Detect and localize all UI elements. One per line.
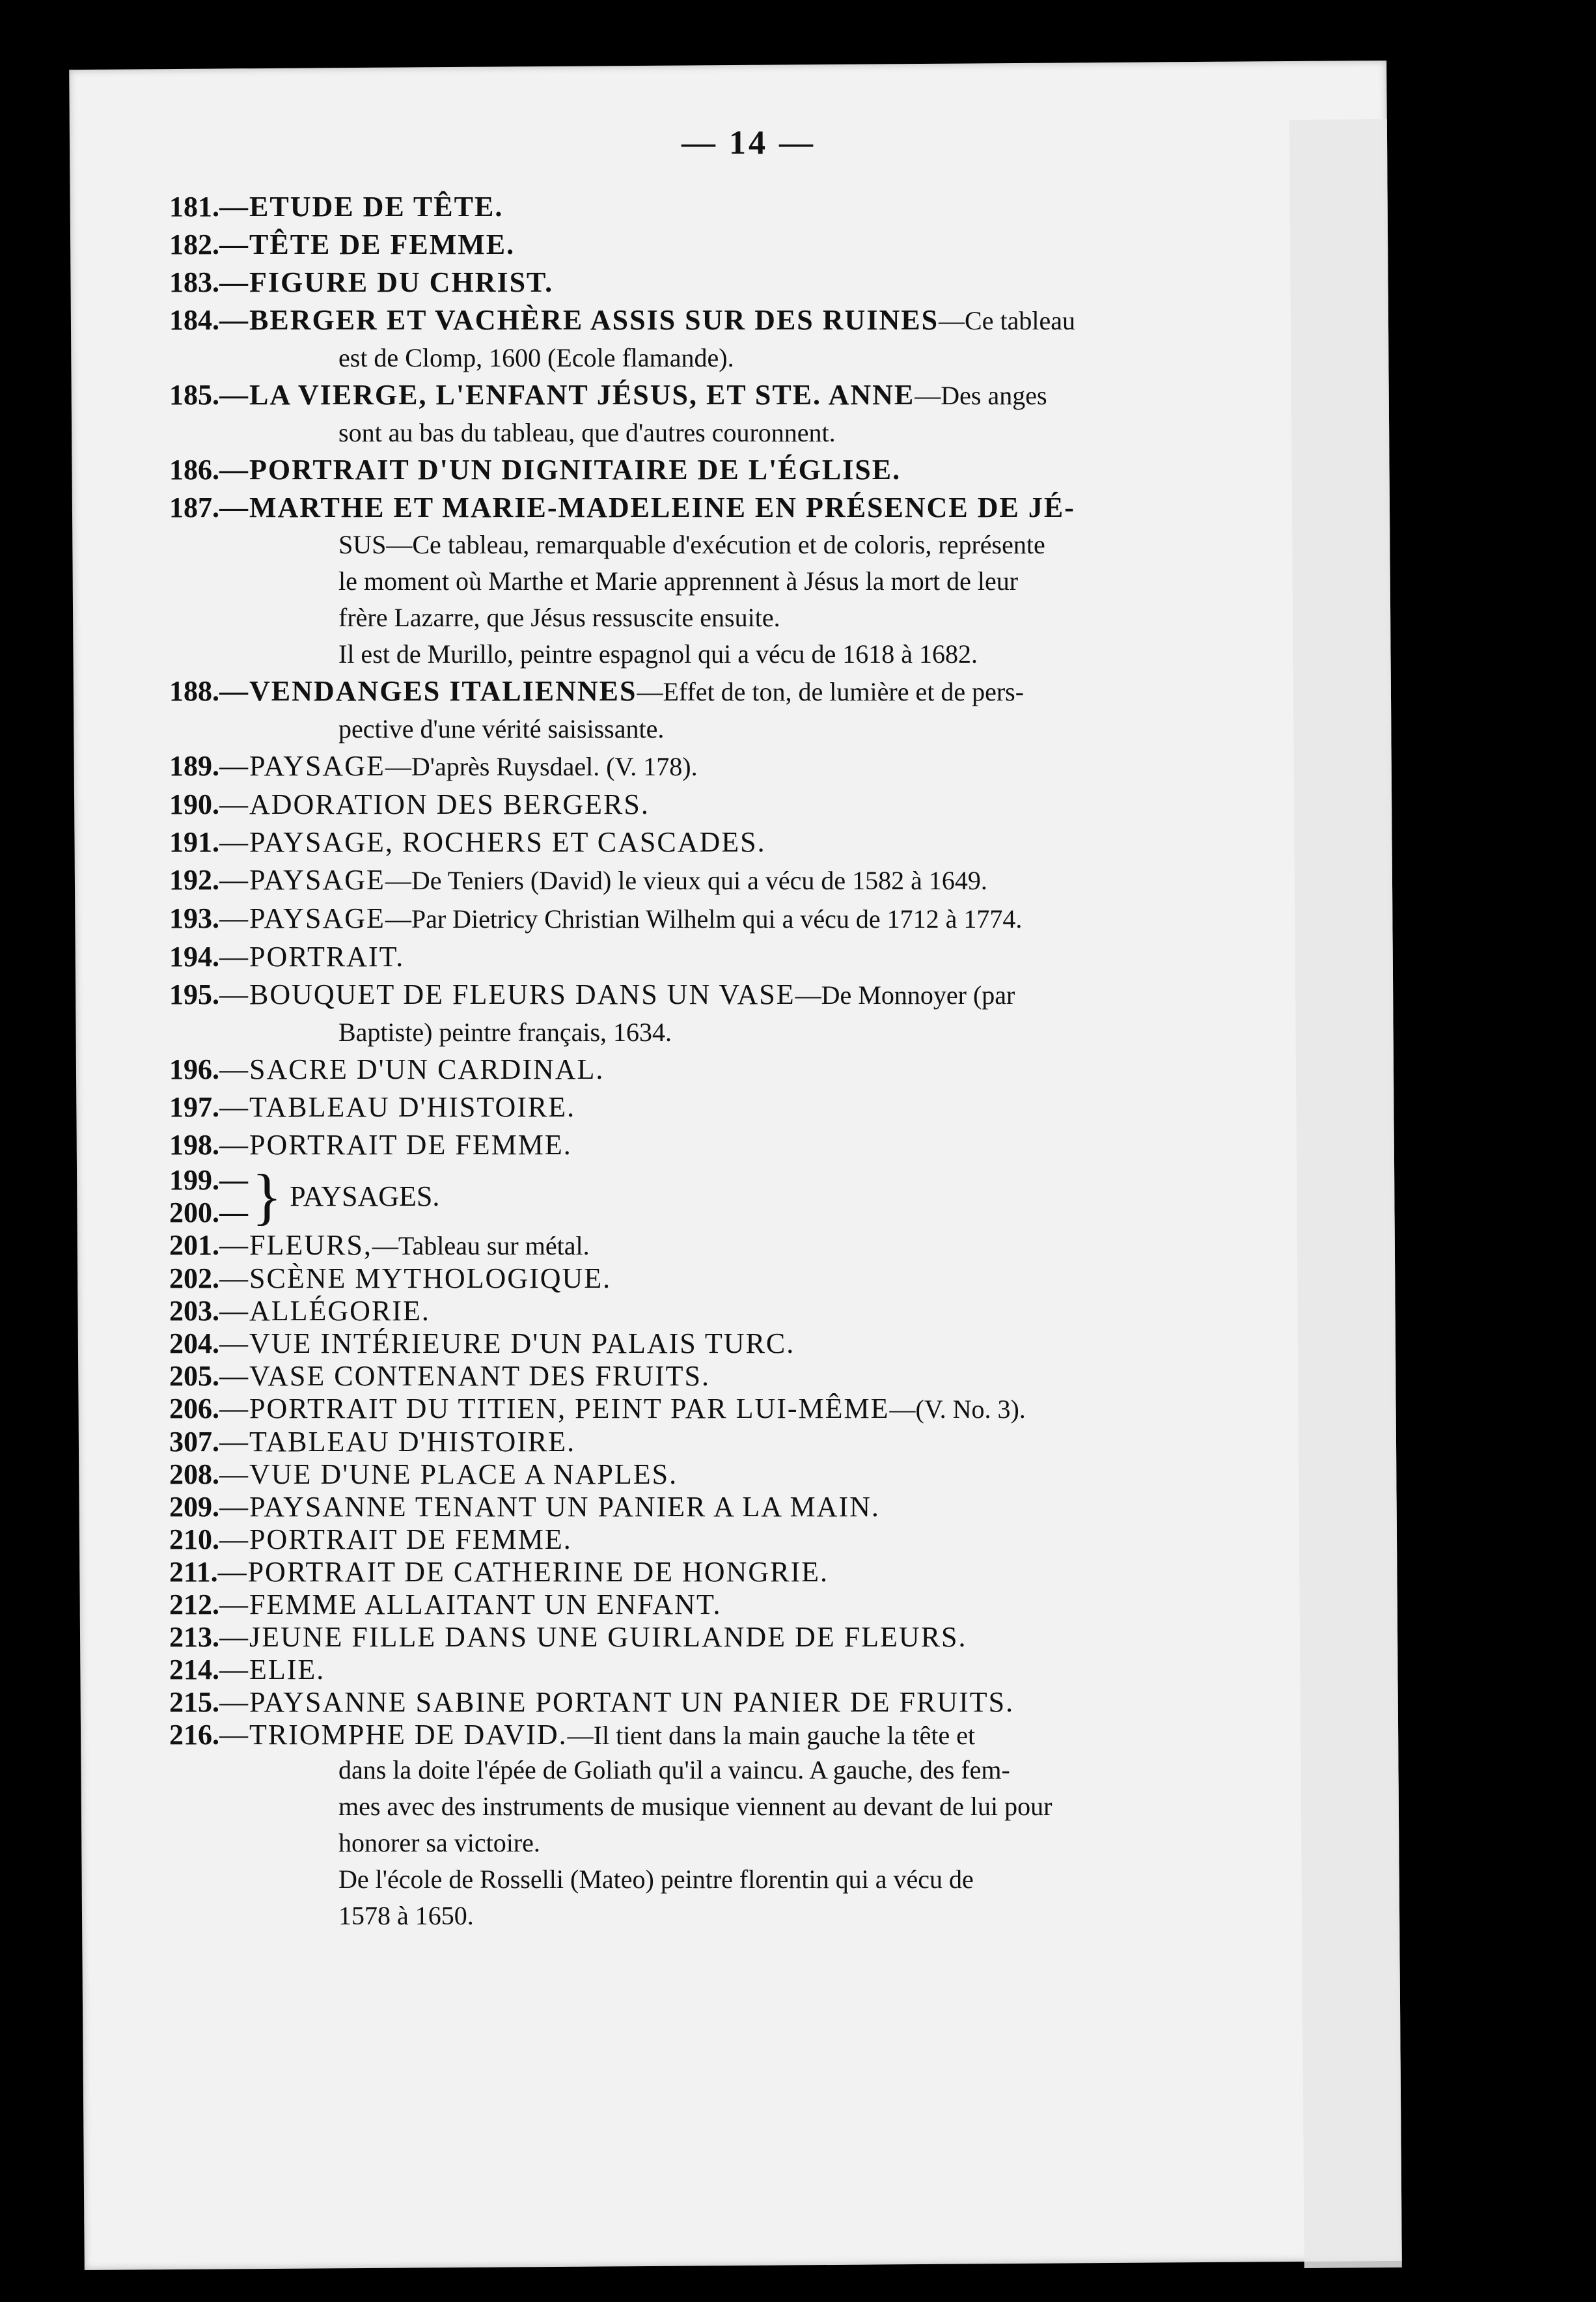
entry-title: —VUE D'UNE PLACE A NAPLES. — [219, 1458, 678, 1490]
entry-number: 215. — [169, 1686, 219, 1718]
entry-number: 191. — [169, 826, 219, 858]
entry-continuation: frère Lazarre, que Jésus ressuscite ensuite. — [338, 603, 780, 632]
entry-title: —FLEURS, — [219, 1229, 372, 1261]
entry-title: —BERGER ET VACHÈRE ASSIS SUR DES RUINES — [219, 304, 939, 336]
entry-title: —PAYSAGE — [219, 902, 385, 934]
entry-number: 197. — [169, 1091, 219, 1123]
grouped-entry — [169, 1161, 1328, 1231]
entry-number: 200.— — [169, 1197, 248, 1228]
entry-title: —LA VIERGE, L'ENFANT JÉSUS, ET STE. ANNE — [219, 379, 915, 411]
catalog-entry — [169, 824, 1328, 861]
entry-description: —Ce tableau — [939, 306, 1075, 335]
catalog-entry — [169, 1654, 1328, 1686]
entry-title: —FIGURE DU CHRIST. — [219, 266, 554, 298]
entry-number: 190. — [169, 788, 219, 820]
entry-description: —De Monnoyer (par — [795, 980, 1015, 1010]
entry-continuation: SUS—Ce tableau, remarquable d'exécution et de coloris, représente — [338, 530, 1045, 559]
entry-number: 194. — [169, 941, 219, 973]
catalog-entry — [169, 1360, 1328, 1393]
entry-number: 208. — [169, 1458, 219, 1490]
catalog-entry — [169, 1719, 1328, 1752]
catalog-entry — [169, 1491, 1328, 1523]
entry-number: 214. — [169, 1654, 219, 1685]
entry-title: —SACRE D'UN CARDINAL. — [219, 1053, 605, 1085]
entry-continuation: le moment où Marthe et Marie apprennent à Jésus la mort de leur — [338, 566, 1019, 596]
entry-continuation: De l'école de Rosselli (Mateo) peintre florentin qui a vécu de — [338, 1865, 974, 1894]
entry-continuation: honorer sa victoire. — [338, 1828, 540, 1857]
entry-description: —Effet de ton, de lumière et de pers- — [637, 677, 1025, 706]
catalog-entry — [169, 451, 1328, 489]
catalog-entry — [169, 1051, 1328, 1089]
entry-number: 196. — [169, 1053, 219, 1085]
catalog-entry — [169, 747, 1328, 786]
entry-title: —VASE CONTENANT DES FRUITS. — [219, 1360, 711, 1392]
catalog-entry — [169, 1621, 1328, 1654]
entry-title: —PORTRAIT D'UN DIGNITAIRE DE L'ÉGLISE. — [219, 454, 901, 486]
grouped-numbers — [169, 1164, 248, 1229]
catalog-entry — [169, 1126, 1328, 1164]
entry-number: 205. — [169, 1360, 219, 1392]
entry-title: —PAYSAGE — [219, 750, 385, 782]
catalog-entry — [169, 226, 1328, 264]
catalog-entry — [169, 264, 1328, 301]
entry-number: 204. — [169, 1327, 219, 1359]
entry-continuation: pective d'une vérité saisissante. — [338, 714, 665, 743]
brace-glyph: } — [252, 1161, 282, 1231]
entry-description: —De Teniers (David) le vieux qui a vécu de 1582 à 1649. — [385, 866, 987, 895]
entry-title: —PORTRAIT DU TITIEN, PEINT PAR LUI-MÊME — [219, 1393, 890, 1424]
catalog-entry — [169, 376, 1328, 415]
catalog-entry — [169, 1556, 1328, 1588]
catalog-entry — [169, 861, 1328, 900]
entry-number: 184. — [169, 304, 219, 336]
catalog-entry — [169, 1588, 1328, 1621]
entry-number: 193. — [169, 902, 219, 934]
page-number: — 14 — — [681, 124, 816, 161]
entry-number: 203. — [169, 1295, 219, 1327]
entry-continuation: 1578 à 1650. — [338, 1901, 474, 1930]
entry-title: —MARTHE ET MARIE-MADELEINE EN PRÉSENCE DE JÉ- — [219, 492, 1075, 523]
entry-title: —TÊTE DE FEMME. — [219, 229, 516, 260]
entry-number: 181. — [169, 191, 219, 223]
entry-title: —JEUNE FILLE DANS UNE GUIRLANDE DE FLEURS. — [219, 1621, 967, 1653]
entry-number: 201. — [169, 1229, 219, 1261]
catalog-list — [169, 188, 1328, 1164]
entry-number: 189. — [169, 750, 219, 782]
entry-title: —TABLEAU D'HISTOIRE. — [219, 1091, 576, 1123]
entry-number: 209. — [169, 1491, 219, 1523]
entry-continuation: dans la doite l'épée de Goliath qu'il a vaincu. A gauche, des fem- — [338, 1755, 1010, 1784]
entry-title: —ALLÉGORIE. — [219, 1295, 430, 1327]
catalog-entry — [169, 1458, 1328, 1491]
catalog-entry — [169, 786, 1328, 824]
entry-number: 187. — [169, 492, 219, 523]
entry-title: PAYSAGES. — [290, 1180, 440, 1212]
entry-number: 211. — [169, 1556, 218, 1588]
catalog-entry — [169, 1393, 1328, 1426]
entry-title: —SCÈNE MYTHOLOGIQUE. — [219, 1262, 612, 1294]
entry-description: —D'après Ruysdael. (V. 178). — [385, 752, 698, 781]
entry-number: 195. — [169, 978, 219, 1010]
entry-continuation: est de Clomp, 1600 (Ecole flamande). — [338, 343, 734, 372]
entry-number: 182. — [169, 229, 219, 260]
entry-description: —(V. No. 3). — [889, 1394, 1026, 1424]
entry-description: —Par Dietricy Christian Wilhelm qui a vécu de 1712 à 1774. — [385, 904, 1023, 934]
entry-title: —ETUDE DE TÊTE. — [219, 191, 504, 223]
entry-continuation: sont au bas du tableau, que d'autres couronnent. — [338, 418, 836, 447]
entry-title: —PORTRAIT DE FEMME. — [219, 1129, 572, 1161]
catalog-entry — [169, 1229, 1328, 1262]
entry-number: 199.— — [169, 1164, 248, 1196]
entry-number: 216. — [169, 1719, 219, 1751]
entry-number: 212. — [169, 1588, 219, 1620]
entry-continuation: mes avec des instruments de musique viennent au devant de lui pour — [338, 1792, 1053, 1821]
catalog-entry — [169, 188, 1328, 226]
entry-number: 192. — [169, 864, 219, 896]
entry-number: 307. — [169, 1426, 219, 1458]
catalog-entry — [169, 1089, 1328, 1126]
catalog-entry — [169, 1426, 1328, 1458]
catalog-entry — [169, 1523, 1328, 1556]
entry-title: —PORTRAIT DE FEMME. — [219, 1523, 572, 1555]
entry-title: —PAYSANNE TENANT UN PANIER A LA MAIN. — [219, 1491, 880, 1523]
catalog-entry — [169, 1327, 1328, 1360]
entry-number: 185. — [169, 379, 219, 411]
catalog-entry — [169, 301, 1328, 340]
entry-number: 206. — [169, 1393, 219, 1424]
entry-number: 213. — [169, 1621, 219, 1653]
entry-title: —TABLEAU D'HISTOIRE. — [219, 1426, 576, 1458]
page-content — [169, 124, 1328, 1934]
entry-title: —PORTRAIT. — [219, 941, 405, 973]
entry-title: —VUE INTÉRIEURE D'UN PALAIS TURC. — [219, 1327, 795, 1359]
entry-title: —ADORATION DES BERGERS. — [219, 788, 650, 820]
catalog-list — [169, 1229, 1328, 1934]
entry-number: 210. — [169, 1523, 219, 1555]
entry-title: —PAYSAGE, ROCHERS ET CASCADES. — [219, 826, 766, 858]
catalog-entry — [169, 976, 1328, 1014]
entry-title: —PAYSANNE SABINE PORTANT UN PANIER DE FRUITS. — [219, 1686, 1015, 1718]
entry-continuation: Il est de Murillo, peintre espagnol qui a vécu de 1618 à 1682. — [338, 639, 978, 669]
catalog-entry — [169, 1295, 1328, 1327]
entry-continuation: Baptiste) peintre français, 1634. — [338, 1018, 672, 1047]
entry-description: —Il tient dans la main gauche la tête et — [567, 1721, 976, 1750]
entry-title: —TRIOMPHE DE DAVID. — [219, 1719, 568, 1751]
entry-title: —FEMME ALLAITANT UN ENFANT. — [219, 1588, 722, 1620]
entry-description: —Tableau sur métal. — [372, 1231, 590, 1260]
entry-number: 183. — [169, 266, 219, 298]
entry-number: 198. — [169, 1129, 219, 1161]
entry-number: 188. — [169, 675, 219, 707]
entry-title: —VENDANGES ITALIENNES — [219, 675, 637, 707]
catalog-entry — [169, 900, 1328, 938]
entry-title: —PAYSAGE — [219, 864, 385, 896]
catalog-entry — [169, 938, 1328, 976]
entry-number: 202. — [169, 1262, 219, 1294]
entry-title: —BOUQUET DE FLEURS DANS UN VASE — [219, 978, 795, 1010]
catalog-entry — [169, 489, 1328, 527]
catalog-entry — [169, 1262, 1328, 1295]
entry-number: 186. — [169, 454, 219, 486]
entry-description: —Des anges — [915, 381, 1047, 410]
catalog-entry — [169, 673, 1328, 711]
entry-title: —ELIE. — [219, 1654, 325, 1685]
entry-title: —PORTRAIT DE CATHERINE DE HONGRIE. — [217, 1556, 829, 1588]
catalog-entry — [169, 1686, 1328, 1719]
